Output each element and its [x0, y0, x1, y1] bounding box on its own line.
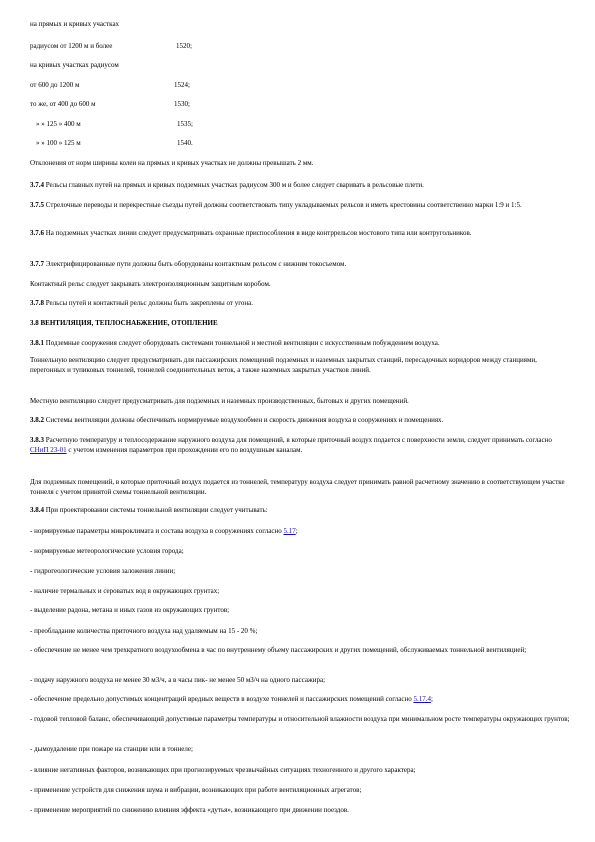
paragraph-tunnel-ventilation: Тоннельную вентиляцию следует предусматривать для пассажирских помещений подземных и наземных закрытых станций, пересадочных коридоров между станциями, перегонных и тупиковых тоннелей, тоннелей соединительных веток, а также наземных закрытых участков линий. — [30, 356, 537, 374]
clause-text-tail: с учетом изменения параметров при прохождении его по воздушным каналам. — [66, 446, 303, 454]
paragraph-3-7-6 — [30, 228, 570, 238]
list-item: - применение устройств для снижения шума и вибрации, возникающих при работе вентиляционных агрегатов; — [30, 786, 362, 794]
clause-text: Рельсы путей и контактный рельс должны быть закреплены от угона. — [45, 299, 254, 307]
paragraph-3-7-5 — [30, 200, 570, 210]
clause-text: Расчетную температуру и теплосодержание наружного воздуха для помещений, в которые приточный воздух подается с поверхности земли, следует принимать согласно — [45, 436, 552, 444]
table-row-label: от 600 до 1200 м — [30, 81, 80, 89]
table-heading-curved: на кривых участках радиусом — [30, 61, 119, 69]
list-item: - выделение радона, метана и иных газов из окружающих грунтов; — [30, 606, 230, 614]
clause-text: Электрифицированные пути должны быть оборудованы контактным рельсом с нижним токосъемом. — [45, 260, 347, 268]
clause-number: 3.7.6 — [30, 229, 44, 237]
paragraph-3-8-2 — [30, 415, 570, 425]
list-item: - преобладание количества приточного воздуха над удаляемым на 15 - 20 %; — [30, 627, 258, 635]
clause-5-17-4-link[interactable]: 5.17.4 — [413, 695, 431, 703]
list-item-punct: ; — [295, 527, 298, 535]
paragraph-local-ventilation: Местную вентиляцию следует предусматривать для подземных и наземных производственных, бытовых и других помещений. — [30, 397, 409, 405]
clause-number: 3.8.1 — [30, 339, 44, 347]
list-item: - подачу наружного воздуха не менее 30 м3/ч, а в часы пик- не менее 50 м3/ч на одного пассажира; — [30, 676, 326, 684]
list-item: - нормируемые метеорологические условия города; — [30, 547, 184, 555]
clause-text: Системы вентиляции должны обеспечивать нормируемые воздухообмен и скорость движения воздуха в сооружениях и помещениях. — [45, 416, 444, 424]
clause-number: 3.8.2 — [30, 416, 44, 424]
table-row-label: радиусом от 1200 м и более — [30, 42, 113, 50]
clause-text: При проектировании системы тоннельной вентиляции следует учитывать: — [45, 506, 268, 514]
list-item — [30, 694, 570, 704]
clause-text: На подземных участках линии следует предусматривать охранные приспособления в виде контррельсов мостового типа или контругольников. — [45, 229, 472, 237]
table-row-value: 1520; — [176, 42, 192, 50]
paragraph-3-7-8 — [30, 298, 570, 308]
paragraph-3-8-4 — [30, 505, 570, 515]
clause-number: 3.7.5 — [30, 201, 44, 209]
table-row-value: 1530; — [174, 100, 190, 108]
clause-text: Рельсы главных путей на прямых и кривых подземных участках радиусом 300 м и более следует сваривать в рельсовые плети. — [45, 181, 424, 189]
clause-5-17-link[interactable]: 5.17 — [283, 527, 296, 535]
clause-number: 3.7.4 — [30, 181, 44, 189]
list-item: - применение мероприятий по снижению влияния эффекта «дутья», возникающего при движении поездов. — [30, 806, 349, 814]
paragraph-3-8-1 — [30, 338, 570, 348]
paragraph-underground-rooms: Для подземных помещений, в которые приточный воздух подается из тоннелей, температуру воздуха следует принимать равной расчетному значению в соответствующем участке тоннеля с учетом принятой схемы тоннельной вентиляции. — [30, 478, 565, 496]
list-item: - наличие термальных и сероватых вод в окружающих грунтах; — [30, 587, 220, 595]
table-heading-straight: на прямых и кривых участках — [30, 20, 120, 28]
paragraph-3-7-7 — [30, 259, 570, 269]
clause-number: 3.7.7 — [30, 260, 44, 268]
list-item-text: - обеспечение предельно допустимых концентраций вредных веществ в воздухе тоннелей и пассажирских помещений согласно — [30, 695, 414, 703]
list-item: - годовой тепловой баланс, обеспечивающий допустимые параметры температуры и относительной влажности воздуха при минимальном росте температуры окружающих грунтов; — [30, 715, 570, 723]
snip-link[interactable]: СНиП 23-01 — [30, 446, 67, 454]
clause-number: 3.8.4 — [30, 506, 44, 514]
list-item: - обеспечение не менее чем трехкратного воздухообмена в час по внутреннему объему пассажирских и других помещений, обслуживаемых тоннельной вентиляцией; — [30, 646, 527, 654]
section-title: 3.8 ВЕНТИЛЯЦИЯ, ТЕПЛОСНАБЖЕНИЕ, ОТОПЛЕНИЕ — [30, 319, 218, 327]
clause-text: Подземные сооружения следует оборудовать системами тоннельной и местной вентиляции с искусственным побуждением воздуха. — [45, 339, 440, 347]
clause-number: 3.8.3 — [30, 436, 44, 444]
table-row-label: то же, от 400 до 600 м — [30, 100, 96, 108]
list-item: - влияние негативных факторов, возникающих при прогнозируемых чрезвычайных ситуациях техногенного и другого характера; — [30, 766, 416, 774]
list-item: - дымоудаление при пожаре на станции или в тоннеле; — [30, 745, 193, 753]
clause-number: 3.7.8 — [30, 299, 44, 307]
list-item-punct: ; — [430, 695, 433, 703]
table-row-label: » » 125 » 400 м — [36, 120, 81, 128]
table-row-label: » » 100 » 125 м — [36, 139, 81, 147]
paragraph-deviation: Отклонения от норм ширины колеи на прямых и кривых участках не должны превышать 2 мм. — [30, 159, 314, 167]
paragraph-3-7-4 — [30, 180, 570, 190]
list-item — [30, 526, 570, 536]
clause-text: Стрелочные переводы и перекрестные съезды путей должны соответствовать типу укладываемых рельсов и иметь крестовины соответственно марки 1:9 и 1:5. — [45, 201, 522, 209]
list-item: - гидрогеологические условия заложения линии; — [30, 567, 176, 575]
table-row-value: 1524; — [174, 81, 190, 89]
paragraph-3-8-3 — [30, 435, 570, 455]
list-item-text: - нормируемые параметры микроклимата и состава воздуха в сооружениях согласно — [30, 527, 284, 535]
table-row-value: 1535; — [177, 120, 193, 128]
table-row-value: 1540. — [177, 139, 193, 147]
paragraph-contact-rail: Контактный рельс следует закрывать электроизоляционным защитным коробом. — [30, 280, 271, 288]
